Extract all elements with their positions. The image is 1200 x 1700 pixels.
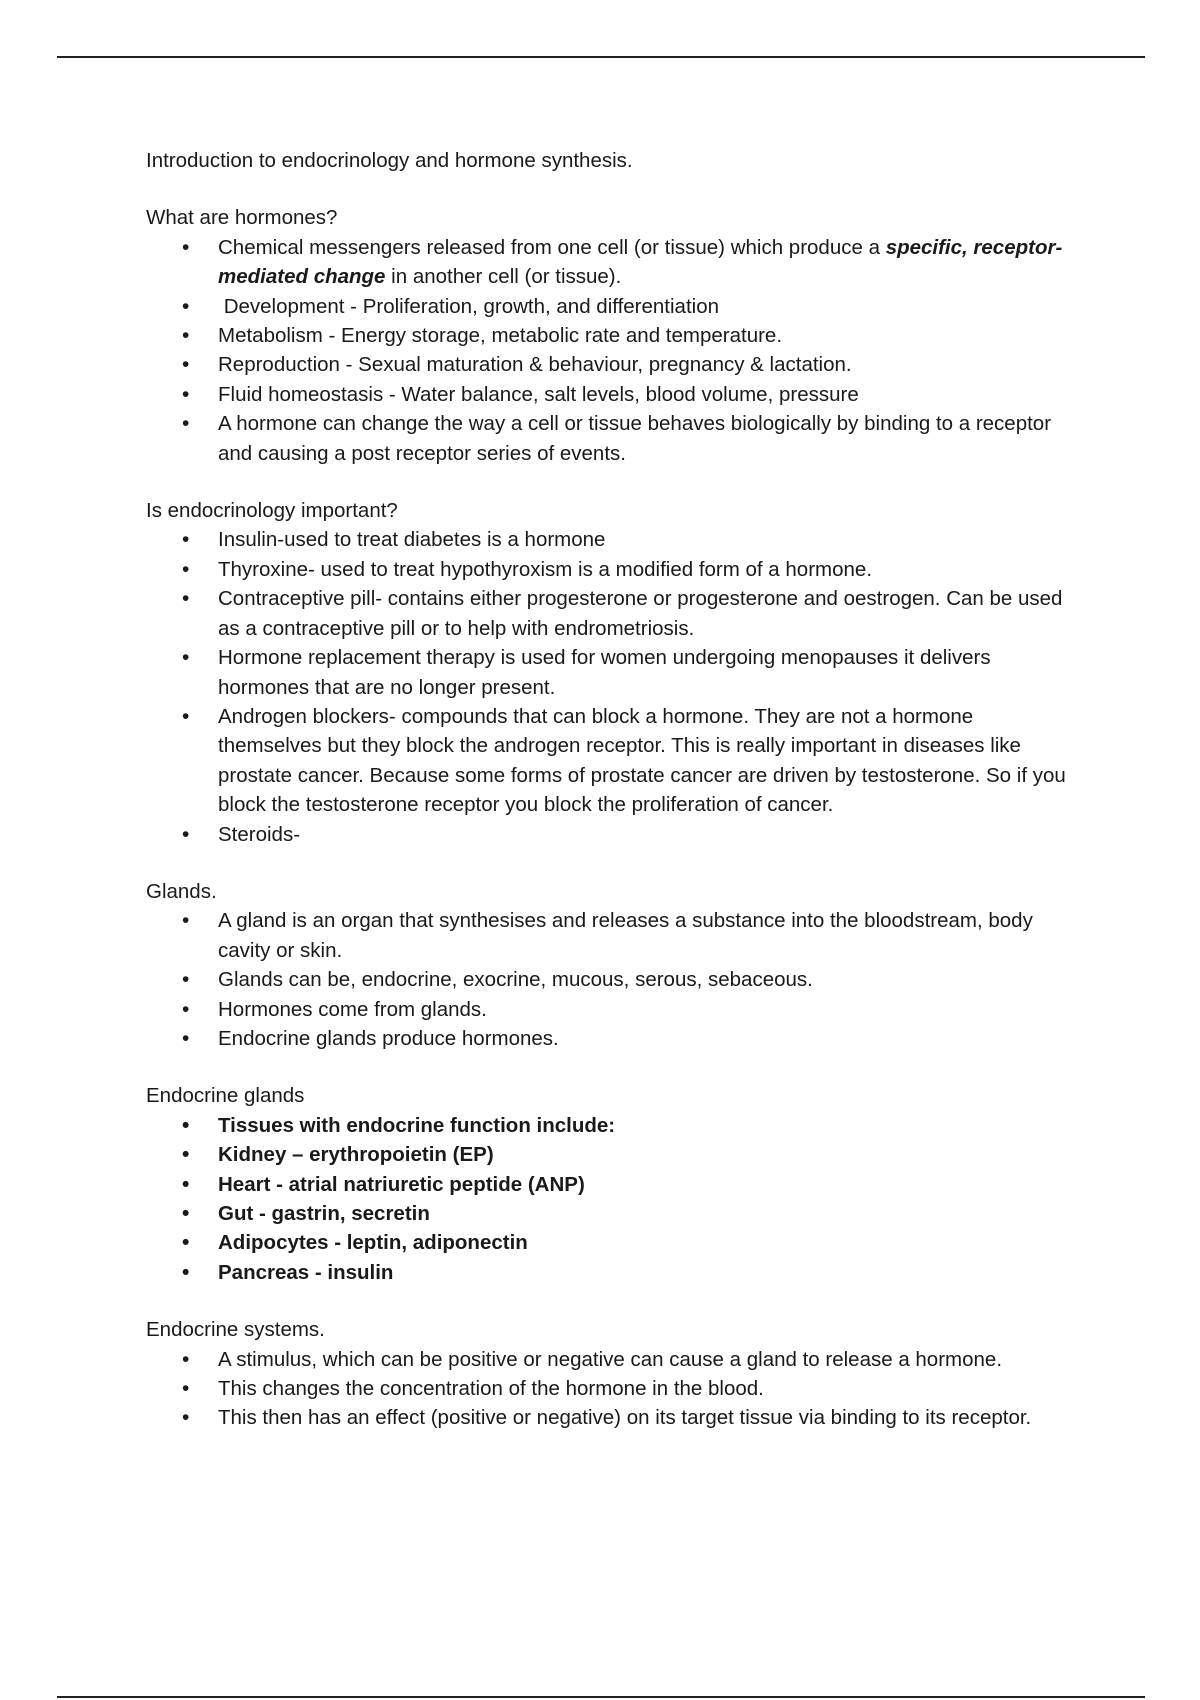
list-item: • Insulin-used to treat diabetes is a hormone [218, 525, 1066, 554]
list-item: • Development - Proliferation, growth, and differentiation [218, 292, 1066, 321]
header-rule [57, 56, 1145, 58]
section-endocrine-systems [146, 1315, 1066, 1433]
section-is-endocrinology-important [146, 496, 1066, 849]
document-title: Introduction to endocrinology and hormone synthesis. [146, 149, 633, 172]
footer-rule [57, 1696, 1145, 1698]
list-item: • Reproduction - Sexual maturation & behaviour, pregnancy & lactation. [218, 350, 1066, 379]
list-item: • A hormone can change the way a cell or tissue behaves biologically by binding to a receptor and causing a post receptor series of events. [218, 409, 1066, 468]
bullet-list [146, 1345, 1066, 1433]
list-item: • Pancreas - insulin [218, 1258, 1066, 1287]
section-endocrine-glands [146, 1081, 1066, 1287]
document-body [146, 146, 1066, 1461]
bullet-list [146, 906, 1066, 1053]
section-heading: Endocrine systems. [146, 1318, 325, 1342]
section-heading: What are hormones? [146, 206, 338, 230]
list-item: • Heart - atrial natriuretic peptide (ANP) [218, 1170, 1066, 1199]
section-heading: Endocrine glands [146, 1084, 305, 1108]
list-item: • Steroids- [218, 820, 1066, 849]
list-item: • Glands can be, endocrine, exocrine, mucous, serous, sebaceous. [218, 965, 1066, 994]
list-item: • Tissues with endocrine function include: [218, 1111, 1066, 1140]
section-what-are-hormones [146, 203, 1066, 468]
list-item: • Metabolism - Energy storage, metabolic rate and temperature. [218, 321, 1066, 350]
bullet-list [146, 1111, 1066, 1287]
list-item: • Androgen blockers- compounds that can block a hormone. They are not a hormone themselves but they block the androgen receptor. This is really important in diseases like prostate cancer. Because some forms of prostate cancer are driven by testosterone. So if you block the testosterone receptor you block the proliferation of cancer. [218, 702, 1066, 820]
list-item: • Contraceptive pill- contains either progesterone or progesterone and oestrogen. Can be used as a contraceptive pill or to help with endrometriosis. [218, 584, 1066, 643]
list-item: • Hormone replacement therapy is used for women undergoing menopauses it delivers hormones that are no longer present. [218, 643, 1066, 702]
list-item: • Endocrine glands produce hormones. [218, 1024, 1066, 1053]
bullet-list [146, 525, 1066, 848]
list-item: • Thyroxine- used to treat hypothyroxism is a modified form of a hormone. [218, 555, 1066, 584]
list-item: • A stimulus, which can be positive or negative can cause a gland to release a hormone. [218, 1345, 1066, 1374]
list-item: • Hormones come from glands. [218, 995, 1066, 1024]
list-item: • Kidney – erythropoietin (EP) [218, 1140, 1066, 1169]
emphasis-text: specific, receptor-mediated change [218, 235, 1063, 289]
list-item: • Fluid homeostasis - Water balance, salt levels, blood volume, pressure [218, 380, 1066, 409]
list-item: • Chemical messengers released from one cell (or tissue) which produce a specific, receptor-mediated change in another cell (or tissue). [218, 233, 1066, 292]
list-item: • A gland is an organ that synthesises and releases a substance into the bloodstream, body cavity or skin. [218, 906, 1066, 965]
section-glands [146, 877, 1066, 1053]
list-item: • This then has an effect (positive or negative) on its target tissue via binding to its receptor. [218, 1403, 1066, 1432]
section-heading: Glands. [146, 879, 217, 903]
bullet-list [146, 233, 1066, 468]
section-heading: Is endocrinology important? [146, 499, 398, 523]
list-item: • This changes the concentration of the hormone in the blood. [218, 1374, 1066, 1403]
list-item: • Adipocytes - leptin, adiponectin [218, 1228, 1066, 1257]
list-item: • Gut - gastrin, secretin [218, 1199, 1066, 1228]
